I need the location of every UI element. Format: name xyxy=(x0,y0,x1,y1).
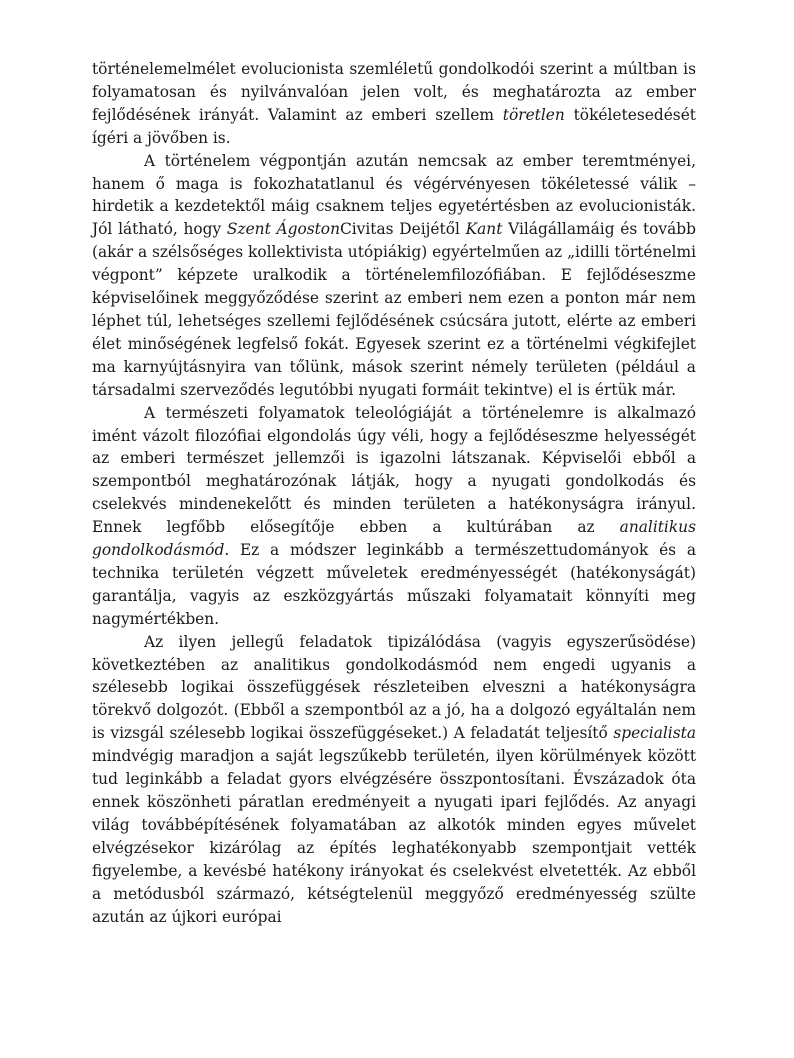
p3-text-2: . Ez a módszer leginkább a természettudományok és a technika területén végzett műveletek eredményességét (hatékonyságát) garantálja, vagyis az eszközgyártás műszaki folyamatait könnyíti meg nagymértékben. xyxy=(92,541,696,628)
p2-text-2: Civitas Deijétől xyxy=(339,220,466,239)
p4-italic-specialista: specialista xyxy=(613,724,696,743)
paragraph-2 xyxy=(92,150,696,402)
p1-text-2: tökéletesedését ígéri a jövőben is. xyxy=(92,105,696,147)
paragraph-1 xyxy=(92,58,696,150)
p3-italic-analitikus: analitikus gondolkodásmód xyxy=(92,518,696,560)
p2-italic-kant: Kant xyxy=(465,220,503,239)
p3-text-1: A természeti folyamatok teleológiáját a történelemre is alkalmazó imént vázolt filozófiai elgondolás úgy véli, hogy a fejlődéseszme helyességét az emberi természet jellemzői is igazolni látszanak. Képviselői ebből a szempontból meghatározónak látják, hogy a nyugati gondolkodás és cselekvés mindenekelőtt és minden területen a hatékonyságra irányul. Ennek legfőbb elősegítője ebben a kultúrában az xyxy=(92,403,696,537)
p4-text-2: mindvégig maradjon a saját legszűkebb területén, ilyen körülmények között tud leginkább a feladat gyors elvégzésére összpontosítani. Évszázadok óta ennek köszönheti páratlan eredményeit a nyugati ipari fejlődés. Az anyagi világ továbbépítésének folyamatában az alkotók minden egyes művelet elvégzésekor kizárólag az építés leghatékonyabb szempontjait vették figyelembe, a kevésbé hatékony irányokat és cselekvést elvetették. Az ebből a metódusból származó, kétségtelenül meggyőző eredményesség szülte azután az újkori európai xyxy=(92,747,696,926)
paragraph-3 xyxy=(92,402,696,631)
p2-italic-szent-agoston: Szent Ágoston xyxy=(226,220,340,239)
p1-text-1: történelemelmélet evolucionista szemléletű gondolkodói szerint a múltban is folyamatosan és nyilvánvalóan jelen volt, és meghatározta az ember fejlődésének irányát. Valamint az emberi szellem xyxy=(92,60,696,124)
p4-text-1: Az ilyen jellegű feladatok tipizálódása (vagyis egyszerűsödése) következtében az analitikus gondolkodásmód nem engedi ugyanis a szélesebb logikai összefüggések részleteiben elveszni a hatékonyságra törekvő dolgozót. (Ebből a szempontból az a jó, ha a dolgozó egyáltalán nem is vizsgál szélesebb logikai összefüggéseket.) A feladatát teljesítő xyxy=(92,632,696,743)
p2-text-1: A történelem végpontján azután nemcsak az ember teremtményei, hanem ő maga is fokozhatatlanul és végérvényesen tökéletessé válik – hirdetik a kezdetektől máig csaknem teljes egyetértésben az evolucionisták. Jól látható, hogy xyxy=(92,151,696,239)
document-page xyxy=(92,58,696,928)
p2-text-3: Világállamáig és tovább (akár a szélsőséges kollektivista utópiákig) egyértelműen az „idilli történelmi végpont” képzete uralkodik a történelemfilozófiában. E fejlődéseszme képviselőinek meggyőződése szerint az emberi nem ezen a ponton már nem léphet túl, lehetséges szellemi fejlődésének csúcsára jutott, elérte az emberi élet minőségének legfelső fokát. Egyesek szerint ez a történelmi végkifejlet ma karnyújtásnyira van tőlünk, mások szerint némely területen (például a társadalmi szerveződés legutóbbi nyugati formáit tekintve) el is értük már. xyxy=(92,220,696,399)
paragraph-4 xyxy=(92,631,696,929)
p1-italic-toretlen: töretlen xyxy=(502,105,565,124)
